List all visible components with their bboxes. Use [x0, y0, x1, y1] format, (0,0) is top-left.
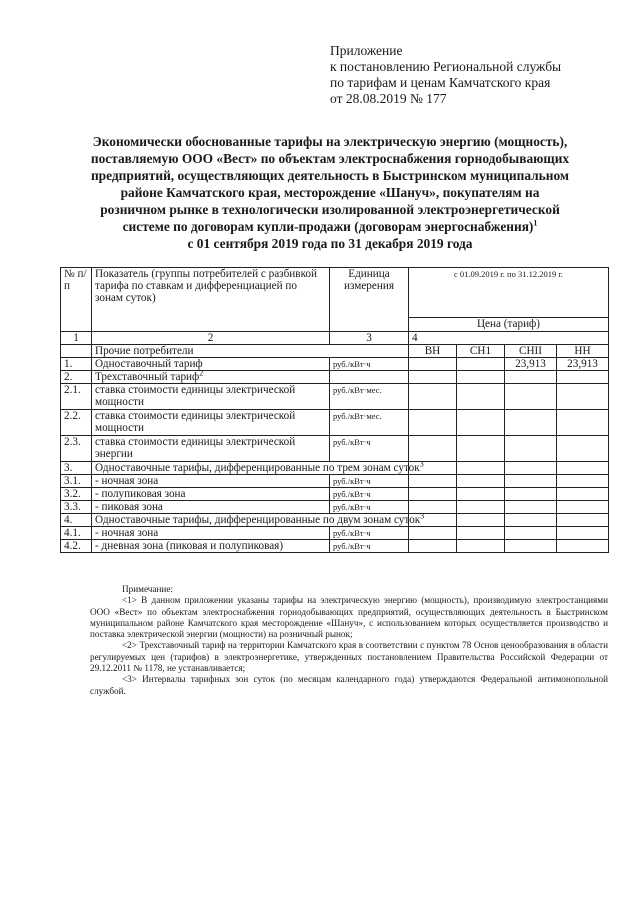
notes-heading: Примечание:	[122, 584, 173, 594]
title-line: предприятий, осуществляющих деятельность в Быстринском муниципальном	[90, 168, 570, 183]
voltage-sn2: СНII	[505, 345, 557, 358]
row-name: - пиковая зона	[92, 501, 330, 514]
appendix-line: от 28.08.2019 № 177	[330, 91, 447, 106]
table-row	[61, 527, 609, 540]
row-num: 1.	[61, 358, 92, 371]
row-unit: руб./кВт·ч	[330, 501, 409, 514]
table-row	[61, 514, 609, 527]
row-unit: руб./кВт·ч	[330, 436, 409, 462]
col-number: 4	[409, 332, 609, 345]
footnote-marker: 3	[420, 511, 425, 521]
row-name: ставка стоимости единицы электрической мощности	[92, 384, 330, 410]
row-num: 3.3.	[61, 501, 92, 514]
row-unit: руб./кВт·ч	[330, 527, 409, 540]
row-name	[92, 511, 425, 527]
title-line: с 01 сентября 2019 года по 31 декабря 2019 года	[187, 236, 473, 251]
footnote-marker: 3	[419, 459, 424, 469]
row-unit: руб./кВт·ч	[330, 488, 409, 501]
table-row	[61, 371, 609, 384]
row-name: ставка стоимости единицы электрической энергии	[92, 436, 330, 462]
table-row	[61, 475, 609, 488]
note-1: <1> В данном приложении указаны тарифы на электрическую энергию (мощность), производимую электростанциями ООО «Вест» по объектам электроснабжения горнодобывающих предприятий, осуществляющих деятельность в Быстринском муниципальном районе Камчатского края месторождение «Шануч», с использованием которых осуществляется производство и поставка электрической энергии (мощности) на розничный рынок;	[90, 595, 608, 640]
row-num: 3.1.	[61, 475, 92, 488]
notes-block	[90, 584, 608, 697]
row-name: - дневная зона (пиковая и полупиковая)	[92, 540, 330, 553]
title-line: районе Камчатского края, месторождение «Шануч», покупателям на	[120, 185, 540, 200]
row-name: - полупиковая зона	[92, 488, 330, 501]
table-row	[61, 488, 609, 501]
col-number: 3	[330, 332, 409, 345]
appendix-line: по тарифам и ценам Камчатского края	[330, 75, 551, 90]
consumer-group: Прочие потребители	[92, 345, 409, 358]
appendix-line: к постановлению Региональной службы	[330, 59, 562, 74]
row-unit: руб./кВт·мес.	[330, 384, 409, 410]
row-name: - ночная зона	[92, 475, 330, 488]
table-row	[61, 345, 609, 358]
row-num: 2.	[61, 371, 92, 384]
title-line: Экономически обоснованные тарифы на электрическую энергию (мощность),	[92, 134, 568, 149]
table-row	[61, 540, 609, 553]
voltage-nn: НН	[557, 345, 609, 358]
appendix-line: Приложение	[330, 43, 403, 58]
voltage-vn: ВН	[409, 345, 457, 358]
row-unit: руб./кВт·ч	[330, 475, 409, 488]
row-unit: руб./кВт·мес.	[330, 410, 409, 436]
table-row	[61, 462, 609, 475]
note-2: <2> Трехставочный тариф на территории Камчатского края в соответствии с пунктом 78 Основ ценообразования в области регулируемых цен (тарифов) в электроэнергетике, утвержденных постановлением Правительства Российской Федерации от 29.12.2011 № 1178, не устанавливается;	[90, 640, 608, 674]
row-name	[92, 459, 424, 475]
row-name: ставка стоимости единицы электрической мощности	[92, 410, 330, 436]
header-num: № п/п	[61, 268, 92, 332]
table-header-row	[61, 268, 609, 318]
row-num: 2.2.	[61, 410, 92, 436]
col-number: 1	[61, 332, 92, 345]
row-name-text: Одноставочные тарифы, дифференцированные по двум зонам суток	[95, 514, 421, 526]
header-indicator: Показатель (группы потребителей с разбивкой тарифа по ставкам и дифференциацией по зонам суток)	[92, 268, 330, 332]
row-name-text: Одноставочные тарифы, дифференцированные по трем зонам суток	[95, 462, 420, 474]
row-num: 4.2.	[61, 540, 92, 553]
row-unit: руб./кВт·ч	[330, 358, 409, 371]
value-nn: 23,913	[557, 358, 609, 371]
table-row	[61, 384, 609, 410]
row-name-text: Трехставочный тариф	[95, 371, 200, 383]
table-colnum-row	[61, 332, 609, 345]
table-row	[61, 501, 609, 514]
header-period: с 01.09.2019 г. по 31.12.2019 г.	[409, 268, 609, 318]
row-name: Одноставочный тариф	[92, 358, 330, 371]
tariff-table	[60, 267, 609, 553]
row-name: - ночная зона	[92, 527, 330, 540]
row-num: 4.	[61, 514, 92, 527]
table-row	[61, 410, 609, 436]
header-unit: Единица измерения	[330, 268, 409, 332]
row-num: 3.2.	[61, 488, 92, 501]
row-num: 2.3.	[61, 436, 92, 462]
voltage-sn1: СН1	[457, 345, 505, 358]
row-name	[92, 368, 330, 384]
appendix-block	[330, 43, 630, 107]
row-unit: руб./кВт·ч	[330, 540, 409, 553]
row-num: 3.	[61, 462, 92, 475]
footnote-marker: 1	[533, 218, 538, 228]
row-num: 2.1.	[61, 384, 92, 410]
row-num: 4.1.	[61, 527, 92, 540]
note-3: <3> Интервалы тарифных зон суток (по месяцам календарного года) утверждаются Федеральной антимонопольной службой.	[90, 674, 608, 696]
header-price: Цена (тариф)	[409, 318, 609, 332]
title-line	[52, 218, 608, 235]
title-line: поставляемую ООО «Вест» по объектам электроснабжения горнодобывающих	[90, 151, 570, 166]
value-sn2: 23,913	[505, 358, 557, 371]
footnote-marker: 2	[199, 368, 204, 378]
table-row	[61, 436, 609, 462]
table-row	[61, 358, 609, 371]
document-title	[52, 133, 608, 252]
title-text: системе по договорам купли-продажи (договорам энергоснабжения)	[122, 219, 534, 234]
title-line: розничном рынке в технологически изолированной электроэнергетической	[100, 202, 560, 217]
col-number: 2	[92, 332, 330, 345]
